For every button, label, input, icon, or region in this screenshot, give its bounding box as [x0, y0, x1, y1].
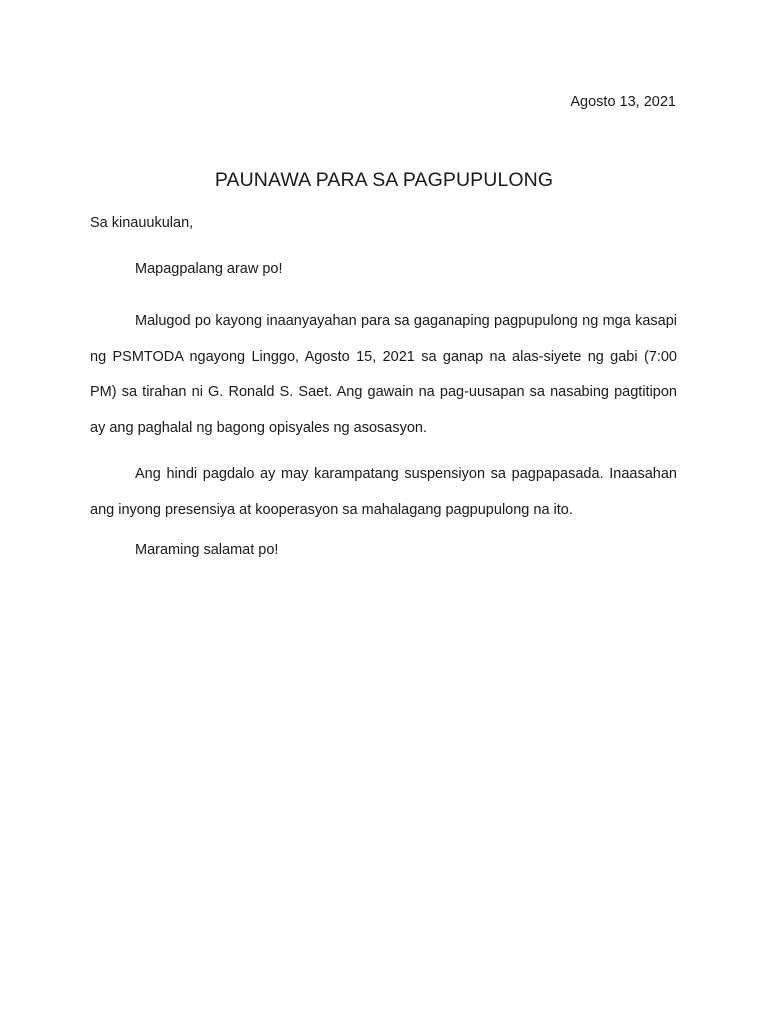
salutation: Sa kinauukulan, — [90, 215, 194, 231]
letter-date: Agosto 13, 2021 — [570, 94, 676, 110]
letter-title: PAUNAWA PARA SA PAGPUPULONG — [214, 169, 554, 191]
attendance-paragraph: Ang hindi pagdalo ay may karampatang suspensiyon sa pagpapasada. Inaasahan ang inyong presensiya at kooperasyon sa mahalagang pagpupulong na ito. — [90, 466, 677, 518]
closing-paragraph: Maraming salamat po! — [135, 542, 279, 558]
invitation-paragraph: Malugod po kayong inaanyayahan para sa gaganaping pagpupulong ng mga kasapi ng PSMTODA ngayong Linggo, Agosto 15, 2021 sa ganap na alas-siyete ng gabi (7:00 PM) sa tirahan ni G. Ronald S. Saet. Ang gawain na pag-uusapan sa nasabing pagtitipon ay ang paghalal ng bagong opisyales ng asosasyon. — [90, 313, 677, 436]
greeting-paragraph: Mapagpalang araw po! — [135, 261, 283, 277]
